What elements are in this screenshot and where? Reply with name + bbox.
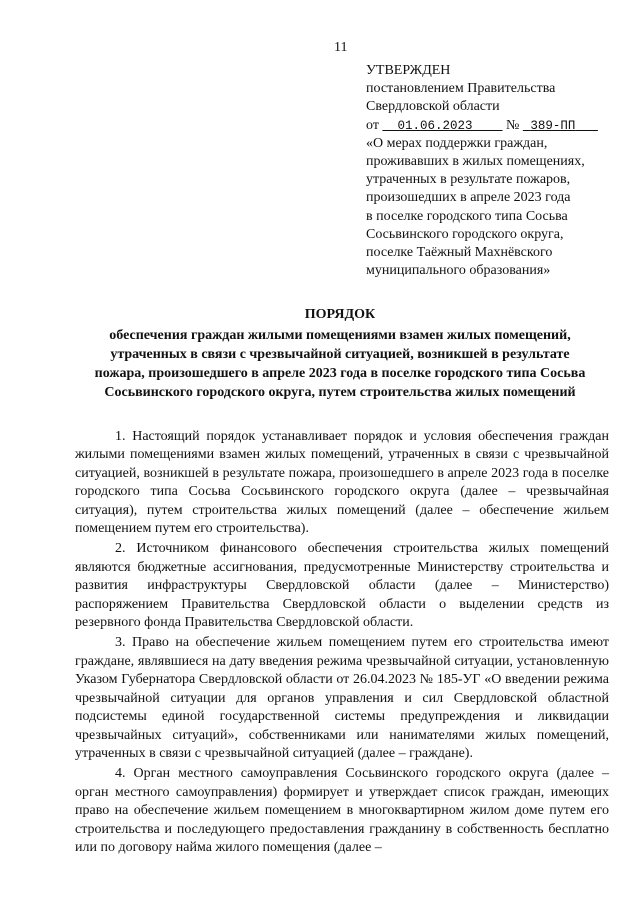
title-line: обеспечения граждан жилыми помещениями взамен жилых помещений,	[109, 328, 571, 343]
subject-line: Сосьвинского городского округа,	[366, 226, 564, 242]
document-body	[75, 428, 609, 859]
approval-date: 01.06.2023	[397, 118, 473, 133]
approval-stamp	[366, 62, 636, 280]
date-prefix: от	[366, 117, 379, 133]
subject-line: муниципального образования»	[366, 263, 551, 279]
approval-line-1: постановлением Правительства	[366, 81, 556, 97]
subject-line: «О мерах поддержки граждан,	[366, 135, 548, 151]
approval-date-line	[366, 117, 636, 135]
paragraph-4: 4. Орган местного самоуправления Сосьвинского городского округа (далее – орган местного самоуправления) формирует и утверждает список граждан, имеющих право на обеспечение жильем помещением в многоквартирном жилом доме путем его строительства и последующего предоставления гражданину в собственность бесплатно или по договору найма жилого помещения (далее –	[75, 766, 609, 855]
number-prefix: №	[505, 117, 520, 133]
subject-line: поселке Таёжный Махнёвского	[366, 245, 553, 261]
paragraph-2: 2. Источником финансового обеспечения строительства жилых помещений являются бюджетные ассигнования, предусмотренные Министерству строительства и развития инфраструктуры Свердловской области (далее – Министерство) распоряжением Правительства Свердловской области о выделении средств из резервного фонда Правительства Свердловской области.	[75, 541, 609, 631]
page-number: 11	[334, 40, 348, 55]
subject-line: в поселке городского типа Сосьва	[366, 208, 568, 224]
paragraph-1: 1. Настоящий порядок устанавливает порядок и условия обеспечения граждан жилыми помещениями взамен жилых помещений, утраченных в связи с чрезвычайной ситуацией, возникшей в результате пожара, произошедшего в апреле 2023 года в поселке городского типа Сосьва Сосьвинского городского округа (далее – чрезвычайная ситуация), путем строительства жилых помещений (далее – обеспечение жильем помещением путем его строительства).	[75, 429, 609, 537]
title-line: пожара, произошедшего в апреле 2023 года в поселке городского типа Сосьва	[94, 366, 586, 381]
paragraph-3: 3. Право на обеспечение жильем помещением путем его строительства имеют граждане, являвшиеся на дату введения режима чрезвычайной ситуации, установленную Указом Губернатора Свердловской области от 26.04.2023 № 185-УГ «О введении режима чрезвычайной ситуации для органов управления и сил Свердловской областной подсистемы единой государственной системы предупреждения и ликвидации чрезвычайных ситуаций», собственниками или нанимателями жилых помещений, утраченных в связи с чрезвычайной ситуацией (далее – граждане).	[75, 635, 609, 761]
approval-number: 389-ПП	[530, 118, 576, 133]
approval-heading: УТВЕРЖДЕН	[366, 63, 451, 78]
subject-line: проживавших в жилых помещениях,	[366, 154, 585, 170]
title-main: ПОРЯДОК	[304, 307, 376, 322]
document-title	[70, 305, 610, 402]
subject-line: произошедших в апреле 2023 года	[366, 190, 571, 206]
subject-line: утраченных в результате пожаров,	[366, 172, 571, 188]
approval-line-2: Свердловской области	[366, 99, 500, 115]
title-line: Сосьвинского городского округа, путем строительства жилых помещений	[104, 385, 576, 400]
title-line: утраченных в связи с чрезвычайной ситуацией, возникшей в результате	[110, 347, 570, 362]
